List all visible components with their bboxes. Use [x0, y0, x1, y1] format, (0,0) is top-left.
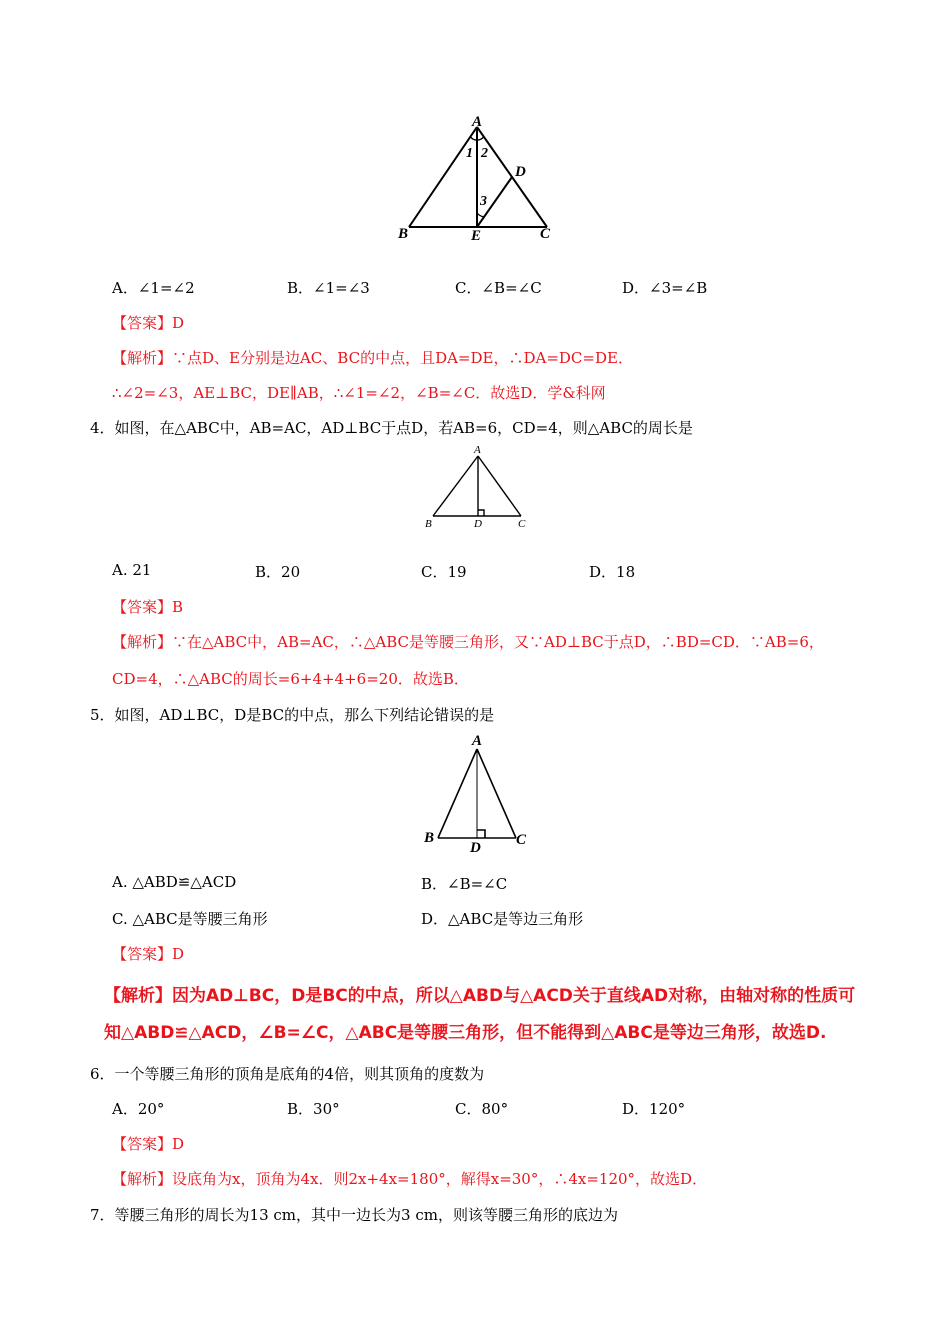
q3-label-c: C — [540, 226, 551, 242]
q5-answer: 【答案】D — [112, 945, 185, 963]
q3-option-a: A．∠1=∠2 — [112, 279, 195, 297]
q4-analysis-line-2: CD=4，∴△ABC的周长=6+4+4+6=20．故选B． — [112, 670, 469, 688]
q6-option-d: D．120° — [622, 1100, 686, 1118]
q3-label-d: D — [515, 164, 526, 180]
q6-answer: 【答案】D — [112, 1135, 185, 1153]
q5-option-a: A. △ABD≌△ACD — [112, 873, 237, 891]
q4-label-c: C — [518, 518, 526, 530]
q3-answer: 【答案】D — [112, 314, 185, 332]
q4-option-b: B．20 — [255, 563, 301, 581]
q3-label-angle-3: 3 — [480, 194, 487, 209]
q4-answer: 【答案】B — [112, 598, 184, 616]
q4-label-b: B — [425, 518, 432, 530]
q3-analysis-line-1: 【解析】∵点D、E分别是边AC、BC的中点，且DA=DE，∴DA=DC=DE． — [112, 349, 633, 367]
q5-label-d: D — [470, 840, 481, 856]
q3-option-c: C．∠B=∠C — [455, 279, 542, 297]
q6-option-a: A．20° — [112, 1100, 165, 1118]
q4-option-d: D．18 — [589, 563, 636, 581]
q7-question: 7．等腰三角形的周长为13 cm，其中一边长为3 cm，则该等腰三角形的底边为 — [90, 1206, 618, 1224]
q3-label-angle-2: 2 — [481, 146, 488, 161]
q5-label-a: A — [472, 733, 483, 749]
q5-analysis-line-2: 知△ABD≌△ACD，∠B=∠C，△ABC是等腰三角形，但不能得到△ABC是等边三角形，故选D. — [104, 1023, 827, 1043]
q4-option-a: A. 21 — [112, 561, 152, 579]
q5-option-d: D．△ABC是等边三角形 — [421, 910, 584, 928]
q3-option-b: B．∠1=∠3 — [287, 279, 370, 297]
q5-option-c: C. △ABC是等腰三角形 — [112, 910, 268, 928]
q5-analysis-line-1: 【解析】因为AD⊥BC，D是BC的中点，所以△ABD与△ACD关于直线AD对称，由轴对称的性质可 — [104, 986, 856, 1006]
q6-option-c: C．80° — [455, 1100, 509, 1118]
q3-label-a: A — [472, 114, 483, 130]
q6-analysis: 【解析】设底角为x，顶角为4x．则2x+4x=180°，解得x=30°，∴4x=120°，故选D． — [112, 1170, 708, 1188]
q4-option-c: C．19 — [421, 563, 467, 581]
q4-label-a: A — [474, 444, 481, 456]
q5-label-c: C — [516, 832, 527, 848]
q3-option-d: D．∠3=∠B — [622, 279, 708, 297]
q3-label-angle-1: 1 — [466, 146, 473, 161]
q6-question: 6．一个等腰三角形的顶角是底角的4倍，则其顶角的度数为 — [90, 1065, 485, 1083]
q4-question: 4．如图，在△ABC中，AB=AC，AD⊥BC于点D，若AB=6，CD=4，则△ABC的周长是 — [90, 419, 693, 437]
q5-question: 5．如图，AD⊥BC，D是BC的中点，那么下列结论错误的是 — [90, 706, 495, 724]
q5-option-b: B．∠B=∠C — [421, 875, 508, 893]
q4-label-d: D — [474, 518, 482, 530]
q4-analysis-line-1: 【解析】∵在△ABC中，AB=AC，∴△ABC是等腰三角形，又∵AD⊥BC于点D，∴BD=CD．∵AB=6， — [112, 633, 824, 651]
q3-analysis-line-2: ∴∠2=∠3，AE⊥BC，DE∥AB，∴∠1=∠2，∠B=∠C．故选D．学&科网 — [112, 384, 606, 402]
q6-option-b: B．30° — [287, 1100, 340, 1118]
q5-label-b: B — [424, 830, 435, 846]
q3-label-e: E — [471, 228, 482, 244]
q3-label-b: B — [398, 226, 409, 242]
